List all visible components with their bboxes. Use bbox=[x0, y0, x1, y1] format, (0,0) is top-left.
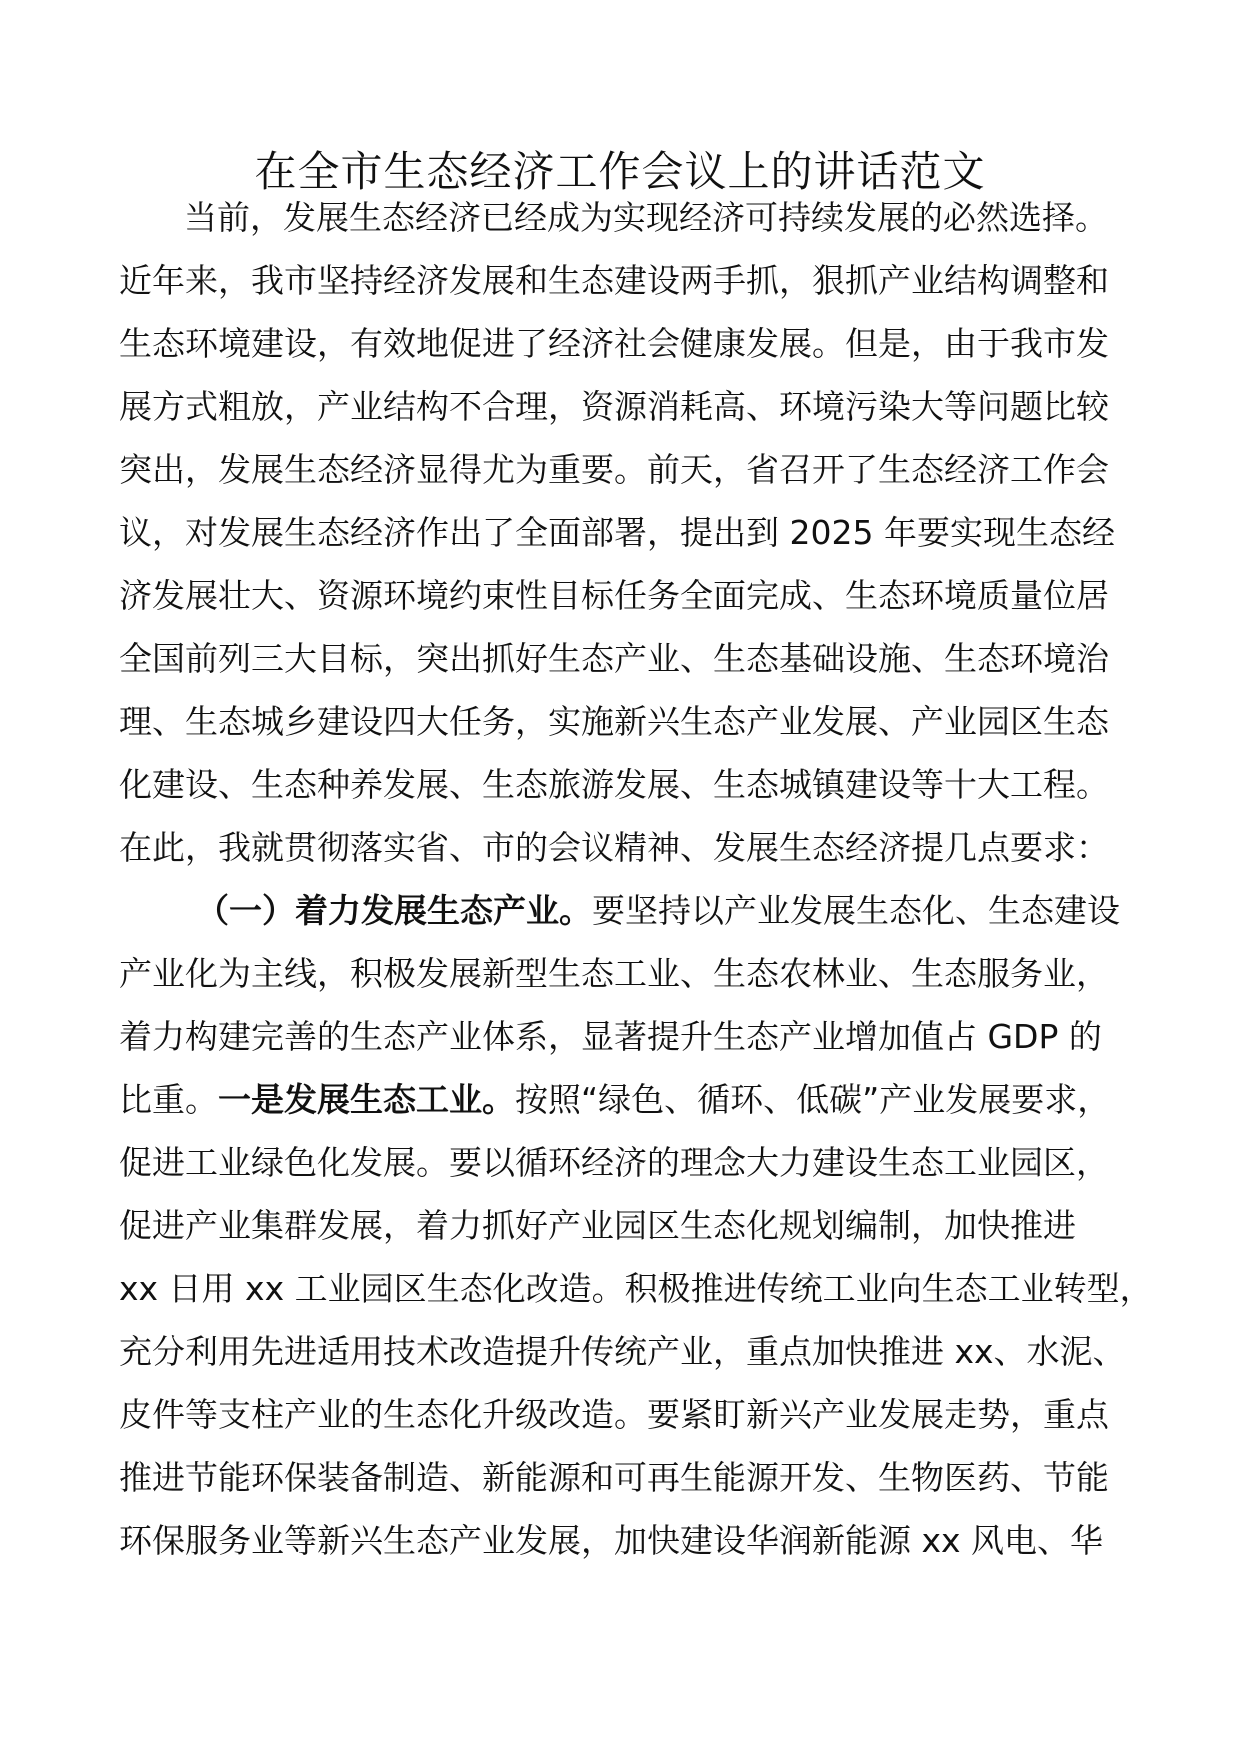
section-line bbox=[196, 879, 1120, 943]
paragraph-line: 产业化为主线，积极发展新型生态工业、生态农林业、生态服务业， bbox=[119, 954, 1109, 993]
paragraph-line: xx 日用 xx 工业园区生态化改造。积极推进传统工业向生态工业转型， bbox=[119, 1269, 1153, 1308]
paragraph-line: 理、生态城乡建设四大任务，实施新兴生态产业发展、产业园区生态 bbox=[119, 702, 1109, 741]
section-text: 要坚持以产业发展生态化、生态建设 bbox=[592, 891, 1120, 930]
paragraph-line bbox=[119, 1068, 1110, 1132]
document-title: 在全市生态经济工作会议上的讲话范文 bbox=[254, 147, 986, 196]
paragraph-line: 推进节能环保装备制造、新能源和可再生能源开发、生物医药、节能 bbox=[119, 1458, 1109, 1497]
paragraph-line: 近年来，我市坚持经济发展和生态建设两手抓，狠抓产业结构调整和 bbox=[119, 261, 1109, 300]
paragraph-line: 皮件等支柱产业的生态化升级改造。要紧盯新兴产业发展走势，重点 bbox=[119, 1395, 1109, 1434]
paragraph-line: 济发展壮大、资源环境约束性目标任务全面完成、生态环境质量位居 bbox=[119, 576, 1109, 615]
paragraph-line: 着力构建完善的生态产业体系，显著提升生态产业增加值占 GDP 的 bbox=[119, 1017, 1102, 1056]
paragraph-line: 在此，我就贯彻落实省、市的会议精神、发展生态经济提几点要求： bbox=[119, 828, 1109, 867]
paragraph-line: 环保服务业等新兴生态产业发展，加快建设华润新能源 xx 风电、华 bbox=[119, 1521, 1104, 1560]
paragraph-line: 生态环境建设，有效地促进了经济社会健康发展。但是，由于我市发 bbox=[119, 324, 1109, 363]
paragraph-line: 展方式粗放，产业结构不合理，资源消耗高、环境污染大等问题比较 bbox=[119, 387, 1109, 426]
paragraph-text: 按照“绿色、循环、低碳”产业发展要求， bbox=[515, 1080, 1111, 1119]
paragraph-line: 化建设、生态种养发展、生态旅游发展、生态城镇建设等十大工程。 bbox=[119, 765, 1109, 804]
paragraph-line: 突出，发展生态经济显得尤为重要。前天，省召开了生态经济工作会 bbox=[119, 450, 1109, 489]
paragraph-line: 充分利用先进适用技术改造提升传统产业，重点加快推进 xx、水泥、 bbox=[119, 1332, 1126, 1371]
paragraph-line: 当前，发展生态经济已经成为实现经济可持续发展的必然选择。 bbox=[184, 198, 1108, 237]
paragraph-line: 议，对发展生态经济作出了全面部署，提出到 2025 年要实现生态经 bbox=[119, 513, 1115, 552]
section-heading: （一）着力发展生态产业。 bbox=[196, 891, 592, 930]
paragraph-line: 促进产业集群发展，着力抓好产业园区生态化规划编制，加快推进 bbox=[119, 1206, 1076, 1245]
paragraph-line: 促进工业绿色化发展。要以循环经济的理念大力建设生态工业园区， bbox=[119, 1143, 1109, 1182]
paragraph-text: 比重。 bbox=[119, 1080, 218, 1119]
subsection-heading: 一是发展生态工业。 bbox=[218, 1080, 515, 1119]
paragraph-line: 全国前列三大目标，突出抓好生态产业、生态基础设施、生态环境治 bbox=[119, 639, 1109, 678]
